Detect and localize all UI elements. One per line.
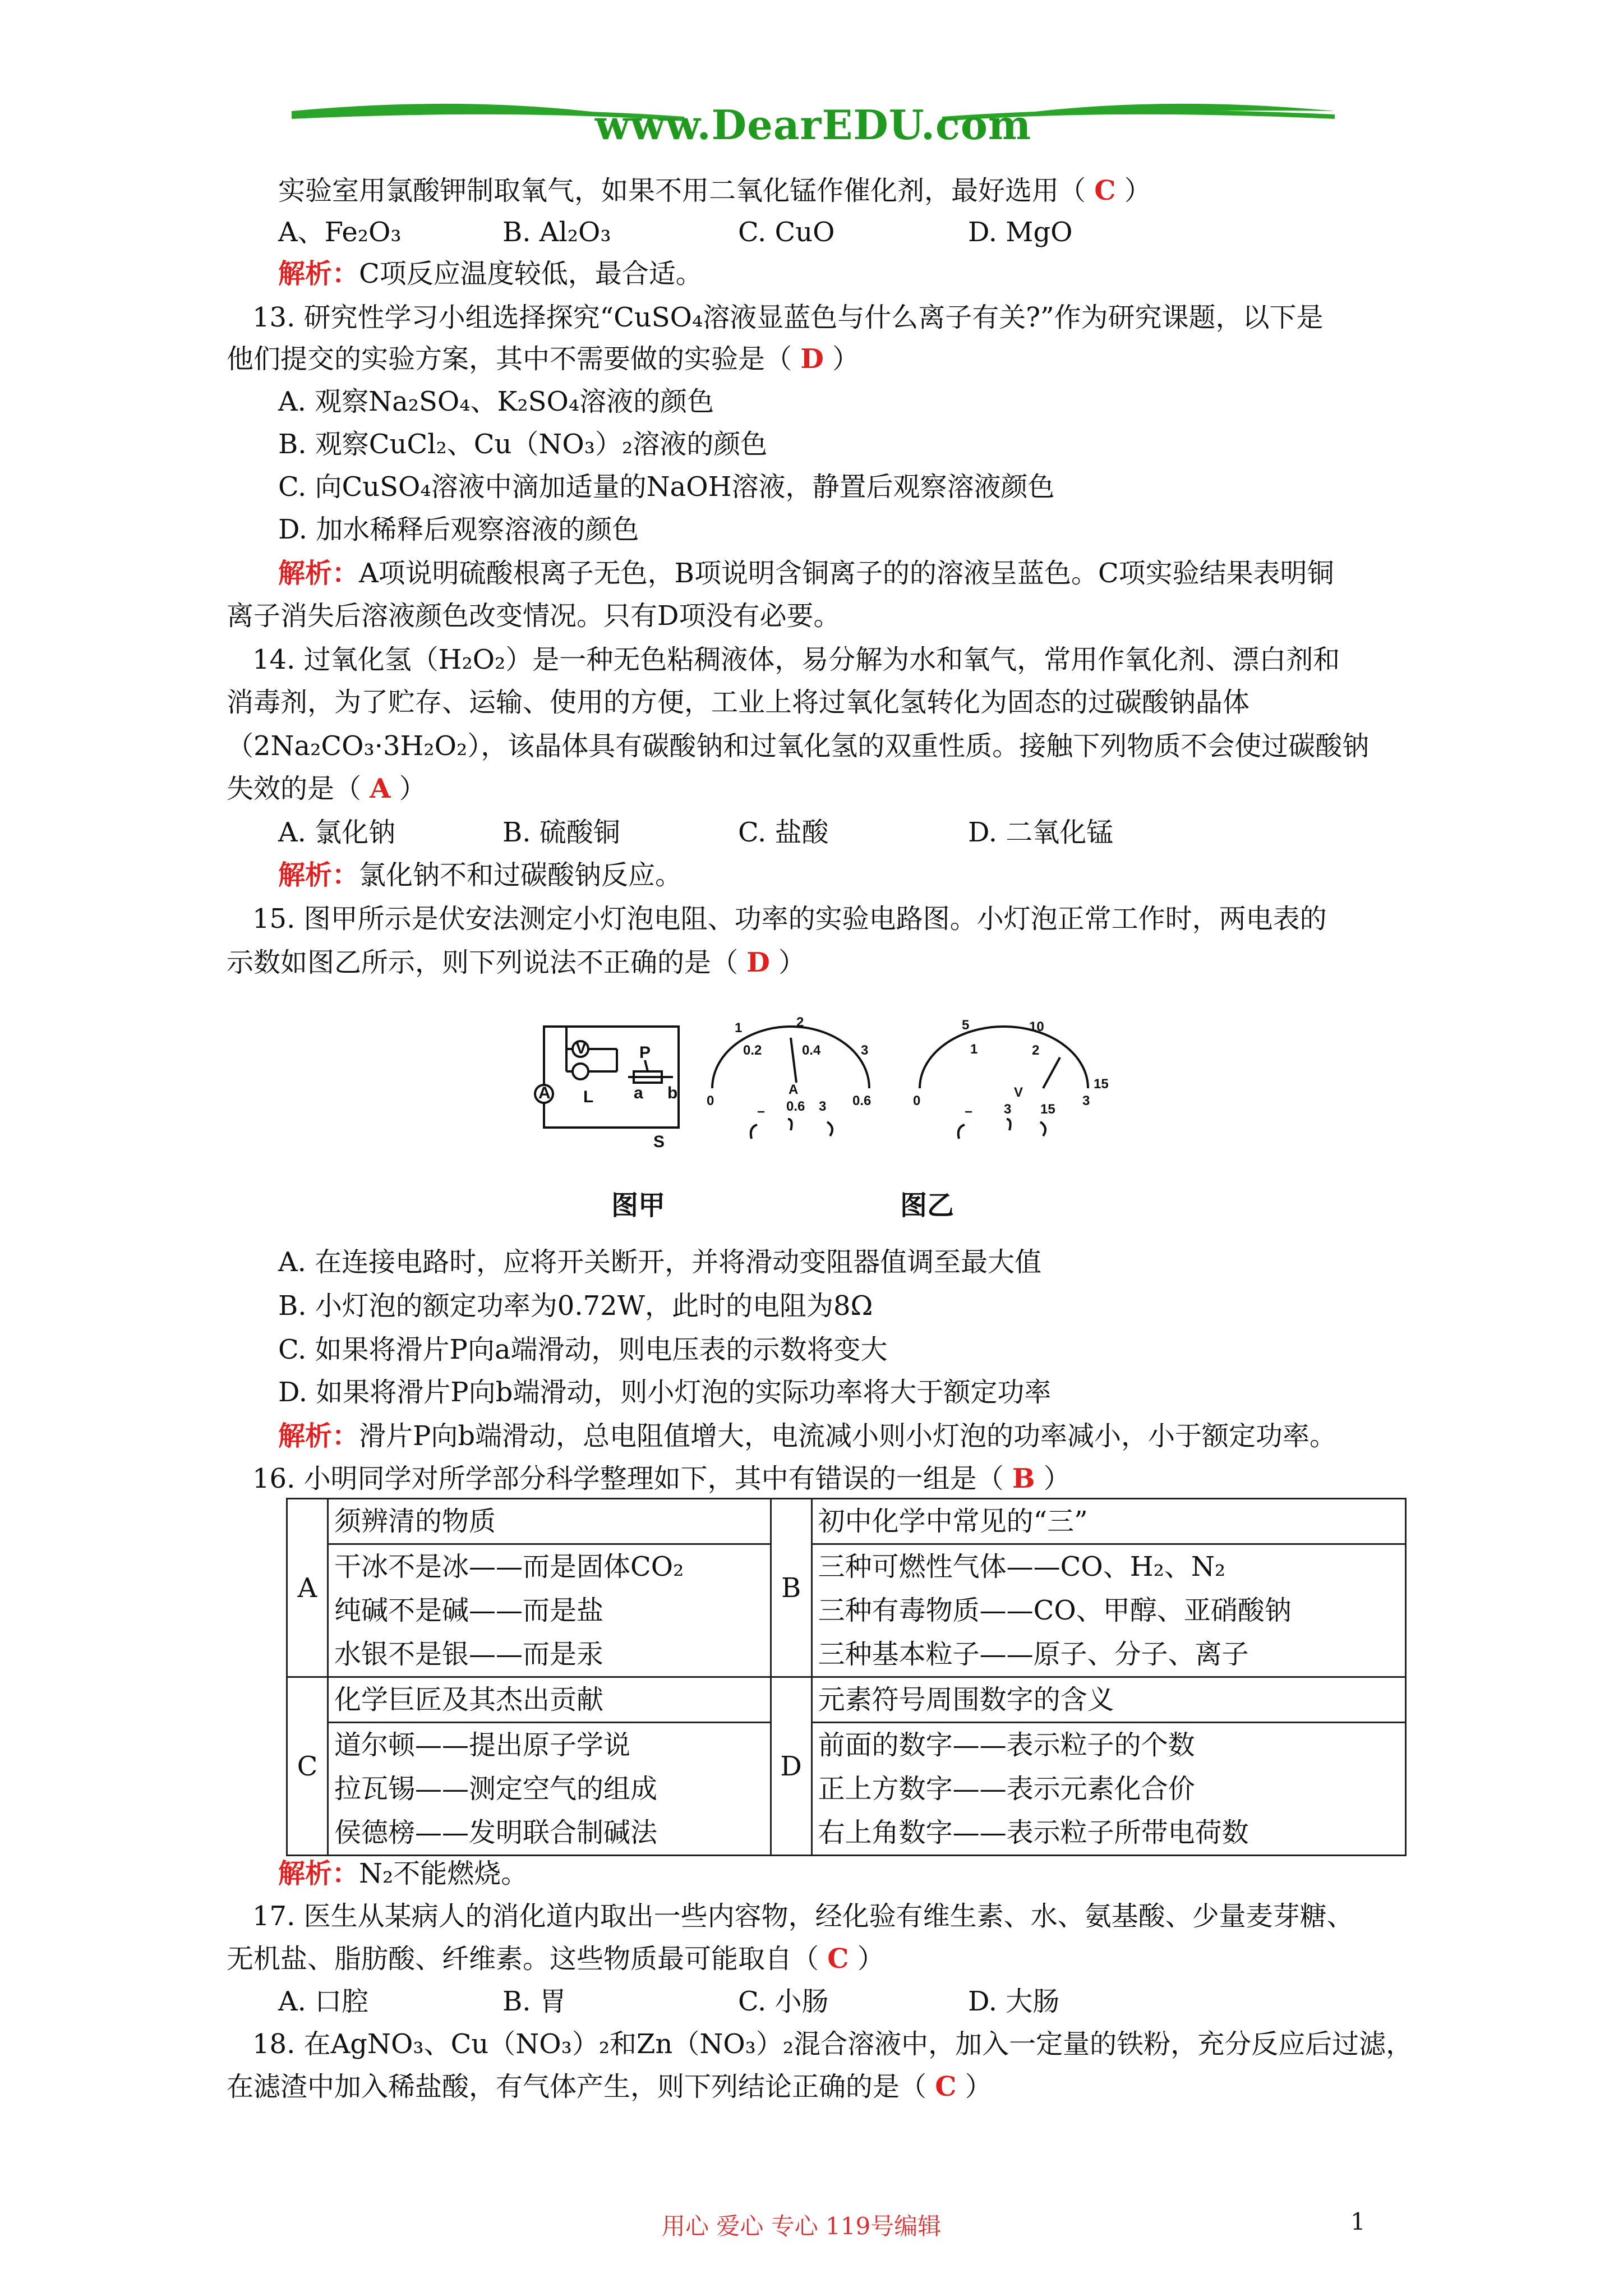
options-line: A、Fe₂O₃ B. Al₂O₃ C. CuO D. MgO (278, 217, 1073, 248)
answer-mark: A (370, 773, 391, 804)
question-line: 消毒剂，为了贮存、运输、使用的方便，工业上将过氧化氢转化为固态的过碳酸钠晶体 (227, 687, 1250, 718)
analysis-line: 解析：N₂不能燃烧。 (278, 1858, 528, 1889)
switch-label: S (653, 1133, 665, 1151)
option-line: D. 加水稀释后观察溶液的颜色 (278, 514, 639, 545)
table-cell-content: 道尔顿——提出原子学说 拉瓦锡——测定空气的组成 侯德榜——发明联合制碱法 (328, 1723, 771, 1856)
table-cell-content: 三种可燃性气体——CO、H₂、N₂ 三种有毒物质——CO、甲醇、亚硝酸钠 三种基本粒子——原子、分子、离子 (811, 1544, 1405, 1677)
ammeter-tick: 0 (707, 1093, 714, 1108)
options-line: A. 氯化钠 B. 硫酸铜 C. 盐酸 D. 二氧化锰 (278, 817, 1114, 848)
question-line: 16. 小明同学对所学部分科学整理如下，其中有错误的一组是（ B ） (252, 1463, 1071, 1494)
table-cell-label: A (287, 1499, 328, 1677)
answer-mark: C (1094, 175, 1116, 206)
table-cell-content: 前面的数字——表示粒子的个数 正上方数字——表示元素化合价 右上角数字——表示粒子所带电荷数 (811, 1723, 1405, 1856)
table-cell-head: 元素符号周围数字的含义 (811, 1677, 1405, 1723)
ammeter-tick: 3 (861, 1043, 869, 1058)
circuit-and-meters-diagram (527, 1004, 1144, 1172)
figure-caption-left: 图甲 (611, 1190, 666, 1221)
table-cell-label: C (287, 1677, 328, 1856)
question-line: 17. 医生从某病人的消化道内取出一些内容物，经化验有维生素、水、氨基酸、少量麦芽糖、 (252, 1901, 1354, 1932)
voltmeter-tick: 1 (970, 1042, 978, 1057)
table-cell-content: 干冰不是冰——而是固体CO₂ 纯碱不是碱——而是盐 水银不是银——而是汞 (328, 1544, 771, 1677)
table-cell-label: D (771, 1677, 811, 1856)
question-line: 他们提交的实验方案，其中不需要做的实验是（ D ） (227, 343, 860, 375)
ammeter-tick: 0.2 (743, 1043, 762, 1058)
table-cell-head: 须辨清的物质 (328, 1499, 771, 1544)
question-line: 实验室用氯酸钾制取氧气，如果不用二氧化锰作催化剂，最好选用（ C ） (278, 175, 1151, 206)
voltmeter-tick: 0 (913, 1093, 921, 1108)
end-b-label: b (667, 1084, 678, 1102)
question-line: 无机盐、脂肪酸、纤维素。这些物质最可能取自（ C ） (227, 1943, 884, 1975)
option-line: D. 如果将滑片P向b端滑动，则小灯泡的实际功率将大于额定功率 (278, 1377, 1052, 1408)
question-line: （2Na₂CO₃·3H₂O₂），该晶体具有碳酸钠和过氧化氢的双重性质。接触下列物质不会使过碳酸钠 (227, 730, 1370, 762)
options-line: A. 口腔 B. 胃 C. 小肠 D. 大肠 (278, 1986, 1060, 2017)
option-line: C. 如果将滑片P向a端滑动，则电压表的示数将变大 (278, 1334, 888, 1365)
answer-mark: C (827, 1943, 849, 1975)
option-line: C. 向CuSO₄溶液中滴加适量的NaOH溶液，静置后观察溶液颜色 (278, 471, 1055, 503)
option-line: A. 观察Na₂SO₄、K₂SO₄溶液的颜色 (278, 386, 714, 417)
slider-label: P (639, 1043, 651, 1062)
question-line: 示数如图乙所示，则下列说法不正确的是（ D ） (227, 947, 806, 978)
ammeter-tick: 0.4 (802, 1043, 821, 1058)
voltmeter-symbol-label: V (575, 1039, 587, 1057)
question-line: 14. 过氧化氢（H₂O₂）是一种无色粘稠液体，易分解为水和氧气，常用作氧化剂、漂白剂和 (252, 644, 1340, 675)
figure-caption-right: 图乙 (900, 1190, 955, 1221)
page-number: 1 (1350, 2208, 1366, 2235)
ammeter-symbol-label: A (538, 1084, 551, 1102)
answer-mark: D (746, 947, 770, 978)
knowledge-table (286, 1498, 1407, 1856)
site-logo-text[interactable]: www.DearEDU.com (594, 101, 1032, 149)
answer-mark: D (800, 343, 824, 375)
option-line: B. 小灯泡的额定功率为0.72W，此时的电阻为8Ω (278, 1290, 873, 1322)
question-line: 18. 在AgNO₃、Cu（NO₃）₂和Zn（NO₃）₂混合溶液中，加入一定量的铁粉，充分反应后过滤， (252, 2028, 1413, 2060)
option-line: B. 观察CuCl₂、Cu（NO₃）₂溶液的颜色 (278, 429, 768, 460)
table-cell-label: B (771, 1499, 811, 1677)
analysis-line: 离子消失后溶液颜色改变情况。只有D项没有必要。 (227, 600, 841, 632)
question-line: 失效的是（ A ） (227, 773, 426, 804)
question-line: 在滤渣中加入稀盐酸，有气体产生，则下列结论正确的是（ C ） (227, 2071, 992, 2102)
footer-text: 用心 爱心 专心 119号编辑 (662, 2212, 942, 2240)
table-cell-head: 初中化学中常见的“三” (811, 1499, 1405, 1544)
ammeter-terminal: − (757, 1105, 766, 1120)
ammeter-tick: 1 (735, 1020, 743, 1036)
voltmeter-label: V (1014, 1085, 1023, 1100)
end-a-label: a (634, 1084, 643, 1102)
voltmeter-terminal: 3 (1004, 1102, 1012, 1117)
answer-mark: C (935, 2071, 957, 2102)
voltmeter-tick: 3 (1082, 1093, 1090, 1108)
answer-mark: B (1012, 1463, 1035, 1494)
lamp-label: L (583, 1088, 594, 1106)
ammeter-tick: 0.6 (852, 1093, 872, 1108)
voltmeter-terminal: 15 (1040, 1102, 1055, 1117)
analysis-line: 解析：A项说明硫酸根离子无色，B项说明含铜离子的的溶液呈蓝色。C项实验结果表明铜 (278, 558, 1334, 589)
site-header (292, 84, 1335, 157)
ammeter-tick: 2 (796, 1015, 804, 1030)
ammeter-terminal: 3 (819, 1099, 827, 1114)
analysis-line: 解析：C项反应温度较低，最合适。 (278, 258, 703, 289)
analysis-line: 解析：氯化钠不和过碳酸钠反应。 (278, 859, 683, 891)
analysis-line: 解析：滑片P向b端滑动，总电阻值增大，电流减小则小灯泡的功率减小，小于额定功率。 (278, 1420, 1337, 1452)
ammeter-terminal: 0.6 (786, 1099, 805, 1114)
voltmeter-tick: 5 (962, 1018, 970, 1033)
voltmeter-tick: 10 (1029, 1019, 1044, 1034)
ammeter-label: A (789, 1082, 799, 1097)
option-line: A. 在连接电路时，应将开关断开，并将滑动变阻器值调至最大值 (278, 1246, 1042, 1278)
voltmeter-terminal: − (965, 1105, 973, 1120)
voltmeter-tick: 2 (1032, 1043, 1040, 1058)
table-cell-head: 化学巨匠及其杰出贡献 (328, 1677, 771, 1723)
question-line: 15. 图甲所示是伏安法测定小灯泡电阻、功率的实验电路图。小灯泡正常工作时，两电表的 (252, 903, 1327, 935)
question-line: 13. 研究性学习小组选择探究“CuSO₄溶液显蓝色与什么离子有关?”作为研究课题，以下是 (252, 302, 1324, 333)
voltmeter-tick: 15 (1094, 1076, 1109, 1092)
